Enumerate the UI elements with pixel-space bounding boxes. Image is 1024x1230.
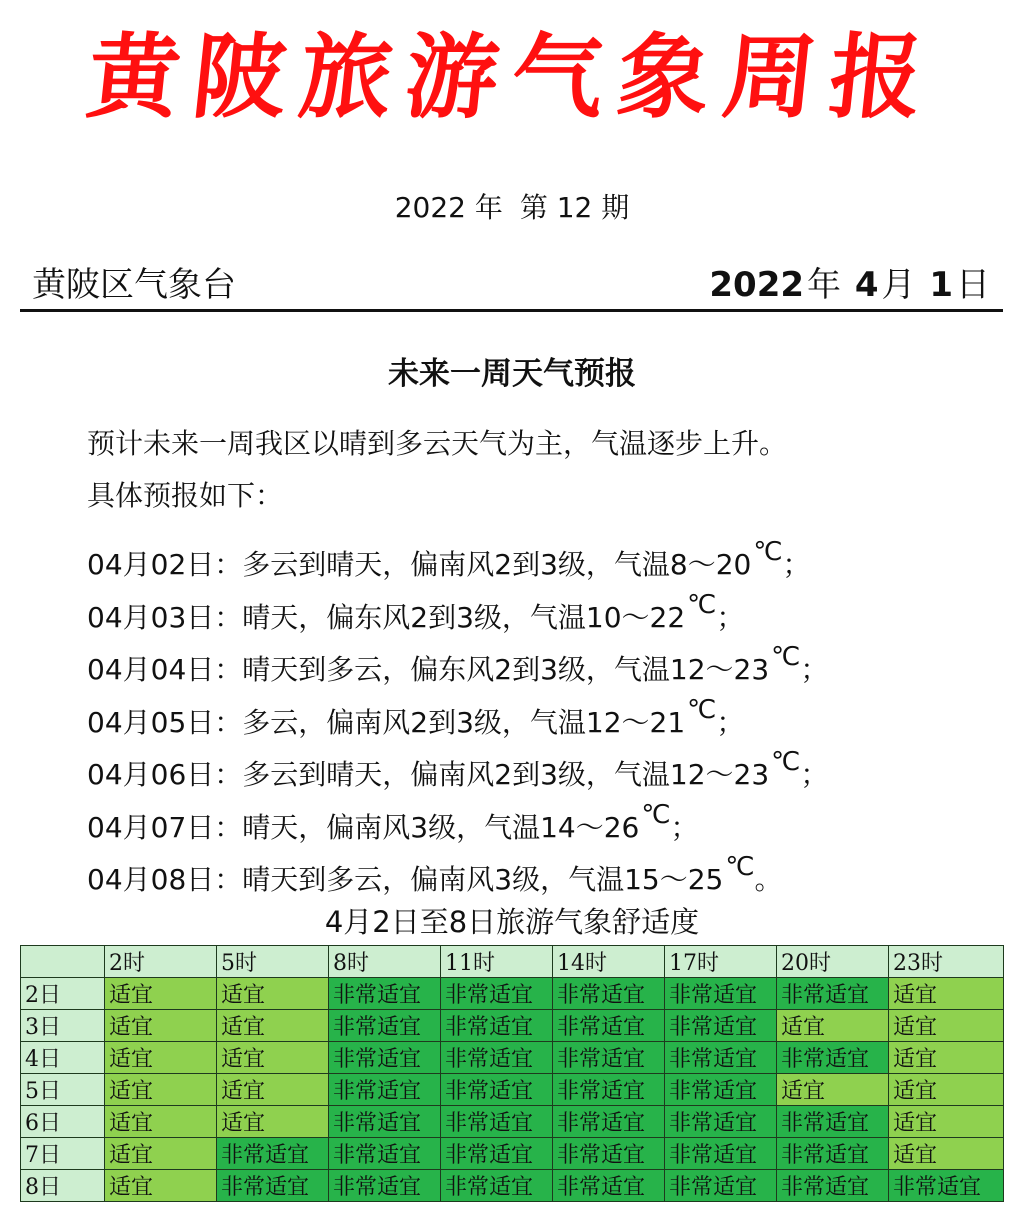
forecast-item [87, 734, 987, 791]
forecast-date: 04月04日 [87, 653, 215, 686]
comfort-cell: 非常适宜 [889, 1170, 1004, 1202]
comfort-cell: 适宜 [105, 1138, 217, 1170]
celsius-unit: ℃ [687, 694, 717, 725]
comfort-cell: 非常适宜 [777, 1170, 889, 1202]
comfort-cell: 非常适宜 [329, 1138, 441, 1170]
date-day: 1 [929, 265, 953, 305]
forecast-date: 04月06日 [87, 758, 215, 791]
forecast-intro: 预计未来一周我区以晴到多云天气为主，气温逐步上升。 [87, 427, 788, 460]
comfort-cell: 非常适宜 [553, 1042, 665, 1074]
date-year-char: 年 [807, 265, 842, 305]
comfort-cell: 非常适宜 [665, 1106, 777, 1138]
forecast-item [87, 524, 987, 581]
comfort-cell: 适宜 [777, 1074, 889, 1106]
comfort-cell: 非常适宜 [553, 1010, 665, 1042]
forecast-lead: 具体预报如下： [87, 479, 284, 512]
forecast-date: 04月02日 [87, 548, 215, 581]
celsius-unit: ℃ [687, 589, 717, 620]
table-row [21, 1042, 1004, 1074]
comfort-cell: 非常适宜 [329, 1010, 441, 1042]
comfort-cell: 非常适宜 [553, 1170, 665, 1202]
forecast-punct: ； [800, 653, 829, 686]
column-header: 14时 [553, 946, 665, 978]
comfort-cell: 非常适宜 [553, 978, 665, 1010]
comfort-cell: 适宜 [217, 1106, 329, 1138]
comfort-cell: 非常适宜 [665, 1138, 777, 1170]
comfort-cell: 非常适宜 [441, 978, 553, 1010]
comfort-cell: 非常适宜 [441, 1074, 553, 1106]
row-header: 3日 [21, 1010, 105, 1042]
row-header: 8日 [21, 1170, 105, 1202]
column-header: 17时 [665, 946, 777, 978]
column-header: 20时 [777, 946, 889, 978]
publisher-name: 黄陂区气象台 [32, 265, 236, 305]
comfort-cell: 非常适宜 [777, 1138, 889, 1170]
comfort-cell: 非常适宜 [217, 1170, 329, 1202]
comfort-cell: 非常适宜 [329, 1170, 441, 1202]
column-header: 2时 [105, 946, 217, 978]
forecast-text: ：晴天到多云，偏南风3级，气温15～25 [214, 863, 724, 896]
forecast-item [87, 839, 987, 896]
forecast-item [87, 787, 987, 844]
comfort-cell: 非常适宜 [329, 978, 441, 1010]
forecast-title: 未来一周天气预报 [388, 356, 636, 392]
forecast-date: 04月05日 [87, 705, 215, 739]
comfort-cell: 适宜 [889, 1010, 1004, 1042]
comfort-cell: 非常适宜 [777, 1042, 889, 1074]
comfort-cell: 非常适宜 [665, 1010, 777, 1042]
forecast-text: ：晴天到多云，偏东风2到3级，气温12～23 [214, 653, 770, 686]
column-header: 5时 [217, 946, 329, 978]
comfort-cell: 适宜 [217, 978, 329, 1010]
celsius-unit: ℃ [641, 799, 671, 830]
forecast-text: ：多云，偏南风2到3级，气温12～21 [214, 705, 686, 739]
row-header: 5日 [21, 1074, 105, 1106]
comfort-cell: 适宜 [889, 1074, 1004, 1106]
forecast-punct: ； [716, 705, 745, 739]
forecast-punct: ； [800, 758, 829, 791]
celsius-unit: ℃ [725, 852, 755, 882]
forecast-punct: 。 [754, 863, 783, 896]
table-row [21, 1074, 1004, 1106]
forecast-punct: ； [782, 548, 811, 581]
forecast-date: 04月08日 [87, 863, 215, 896]
comfort-cell: 非常适宜 [777, 978, 889, 1010]
forecast-text: ：多云到晴天，偏南风2到3级，气温12～23 [214, 758, 770, 791]
comfort-cell: 适宜 [777, 1010, 889, 1042]
column-header: 11时 [441, 946, 553, 978]
comfort-cell: 适宜 [217, 1042, 329, 1074]
celsius-unit: ℃ [771, 747, 801, 777]
comfort-cell: 适宜 [105, 1074, 217, 1106]
comfort-cell: 适宜 [217, 1074, 329, 1106]
comfort-cell: 适宜 [889, 1138, 1004, 1170]
comfort-cell: 适宜 [889, 1042, 1004, 1074]
column-header: 8时 [329, 946, 441, 978]
comfort-cell: 非常适宜 [553, 1106, 665, 1138]
table-header-row [21, 946, 1004, 978]
comfort-cell: 非常适宜 [441, 1170, 553, 1202]
forecast-item [87, 682, 987, 739]
issue-line [0, 188, 1024, 228]
comfort-cell: 非常适宜 [777, 1106, 889, 1138]
forecast-text: ：多云到晴天，偏南风2到3级，气温8～20 [214, 548, 752, 581]
table-row [21, 978, 1004, 1010]
comfort-cell: 非常适宜 [665, 1074, 777, 1106]
header-divider [20, 309, 1003, 312]
comfort-cell: 适宜 [105, 1042, 217, 1074]
celsius-unit: ℃ [753, 537, 783, 567]
date-day-char: 日 [956, 265, 990, 305]
comfort-cell: 非常适宜 [329, 1074, 441, 1106]
masthead-title: 黄陂旅游气象周报 [82, 23, 942, 131]
row-header: 6日 [21, 1106, 105, 1138]
comfort-cell: 非常适宜 [441, 1106, 553, 1138]
forecast-date: 04月07日 [87, 810, 215, 844]
comfort-cell: 适宜 [105, 1010, 217, 1042]
comfort-cell: 适宜 [105, 978, 217, 1010]
forecast-text: ：晴天，偏南风3级，气温14～26 [214, 810, 640, 844]
comfort-cell: 非常适宜 [665, 1042, 777, 1074]
table-row [21, 1106, 1004, 1138]
issue-number: 第 12 期 [519, 191, 630, 224]
celsius-unit: ℃ [771, 642, 801, 672]
forecast-item [87, 629, 987, 686]
row-header: 4日 [21, 1042, 105, 1074]
date-month: 4 [854, 265, 879, 305]
forecast-list [87, 524, 987, 896]
table-row [21, 1138, 1004, 1170]
forecast-date: 04月03日 [87, 600, 215, 634]
comfort-cell: 适宜 [889, 1106, 1004, 1138]
comfort-cell: 非常适宜 [441, 1010, 553, 1042]
row-header: 7日 [21, 1138, 105, 1170]
comfort-cell: 非常适宜 [553, 1138, 665, 1170]
forecast-punct: ； [670, 810, 699, 844]
comfort-cell: 非常适宜 [441, 1042, 553, 1074]
table-row [21, 1170, 1004, 1202]
forecast-item [87, 577, 987, 634]
issue-year: 2022 年 [394, 191, 503, 224]
comfort-cell: 非常适宜 [665, 1170, 777, 1202]
comfort-cell: 非常适宜 [441, 1138, 553, 1170]
comfort-cell: 适宜 [217, 1010, 329, 1042]
date-year: 2022 [709, 265, 805, 305]
forecast-punct: ； [716, 600, 745, 634]
comfort-cell: 非常适宜 [329, 1106, 441, 1138]
comfort-cell: 非常适宜 [553, 1074, 665, 1106]
comfort-cell: 非常适宜 [665, 978, 777, 1010]
column-header: 23时 [889, 946, 1004, 978]
forecast-body [87, 420, 987, 896]
table-row [21, 1010, 1004, 1042]
comfort-cell: 非常适宜 [217, 1138, 329, 1170]
forecast-text: ：晴天，偏东风2到3级，气温10～22 [214, 600, 686, 634]
row-header: 2日 [21, 978, 105, 1010]
comfort-cell: 适宜 [889, 978, 1004, 1010]
publish-date [706, 262, 990, 308]
date-month-char: 月 [881, 265, 916, 305]
comfort-cell: 非常适宜 [329, 1042, 441, 1074]
column-header [21, 946, 105, 978]
comfort-table [20, 945, 1004, 1202]
comfort-table-title: 4月2日至8日旅游气象舒适度 [324, 905, 700, 939]
comfort-cell: 适宜 [105, 1170, 217, 1202]
comfort-cell: 适宜 [105, 1106, 217, 1138]
